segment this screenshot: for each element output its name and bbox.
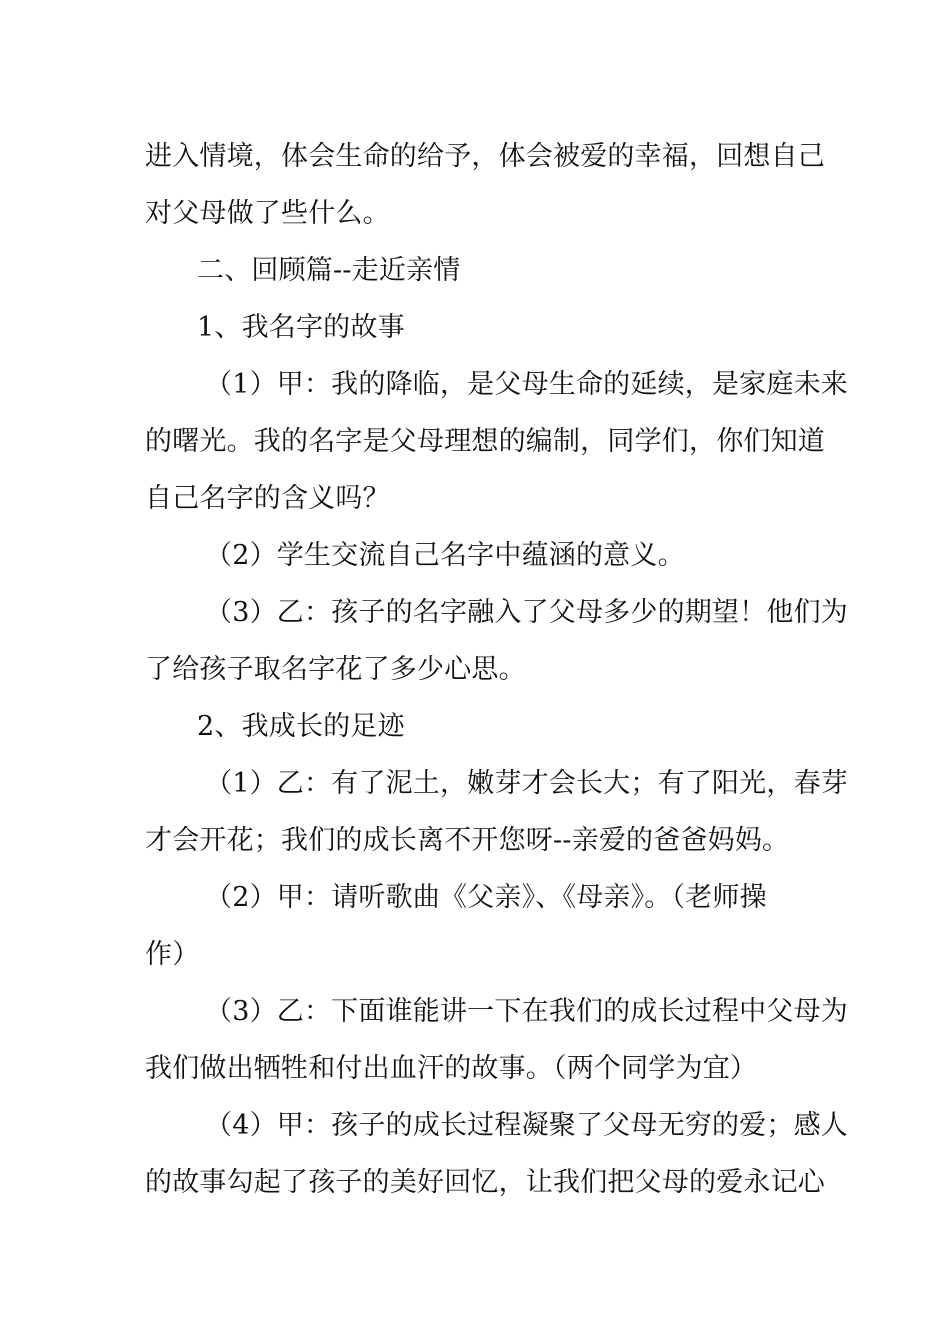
text-line: 的曙光。我的名字是父母理想的编制，同学们，你们知道 [145,426,825,457]
text-line: 进入情境，体会生命的给予，体会被爱的幸福，回想自己 [145,141,825,172]
text-line: （3）乙：下面谁能讲一下在我们的成长过程中父母为 [205,996,848,1027]
text-line: （3）乙：孩子的名字融入了父母多少的期望！他们为 [205,597,848,628]
subsection-heading: 1、我名字的故事 [197,312,405,343]
text-line: 了给孩子取名字花了多少心思。 [145,654,526,685]
text-line: 的故事勾起了孩子的美好回忆，让我们把父母的爱永记心 [145,1167,825,1198]
text-line: 对父母做了些什么。 [145,198,390,229]
text-line: （2）甲：请听歌曲《父亲》、《母亲》。（老师操 [205,882,767,913]
section-heading: 二、回顾篇--走近亲情 [197,255,461,286]
text-line: 我们做出牺牲和付出血汗的故事。（两个同学为宜） [145,1053,758,1084]
text-line: 才会开花；我们的成长离不开您呀--亲爱的爸爸妈妈。 [145,825,790,856]
text-line: 作） [145,939,200,970]
text-line: （1）乙：有了泥土，嫩芽才会长大；有了阳光，春芽 [205,768,848,799]
text-line: （2）学生交流自己名字中蕴涵的意义。 [205,540,685,571]
document-body [145,128,848,1211]
text-line: 自己名字的含义吗？ [145,483,390,514]
subsection-heading: 2、我成长的足迹 [197,711,405,742]
text-line: （1）甲：我的降临，是父母生命的延续，是家庭未来 [205,369,848,400]
text-line: （4）甲：孩子的成长过程凝聚了父母无穷的爱；感人 [205,1110,848,1141]
